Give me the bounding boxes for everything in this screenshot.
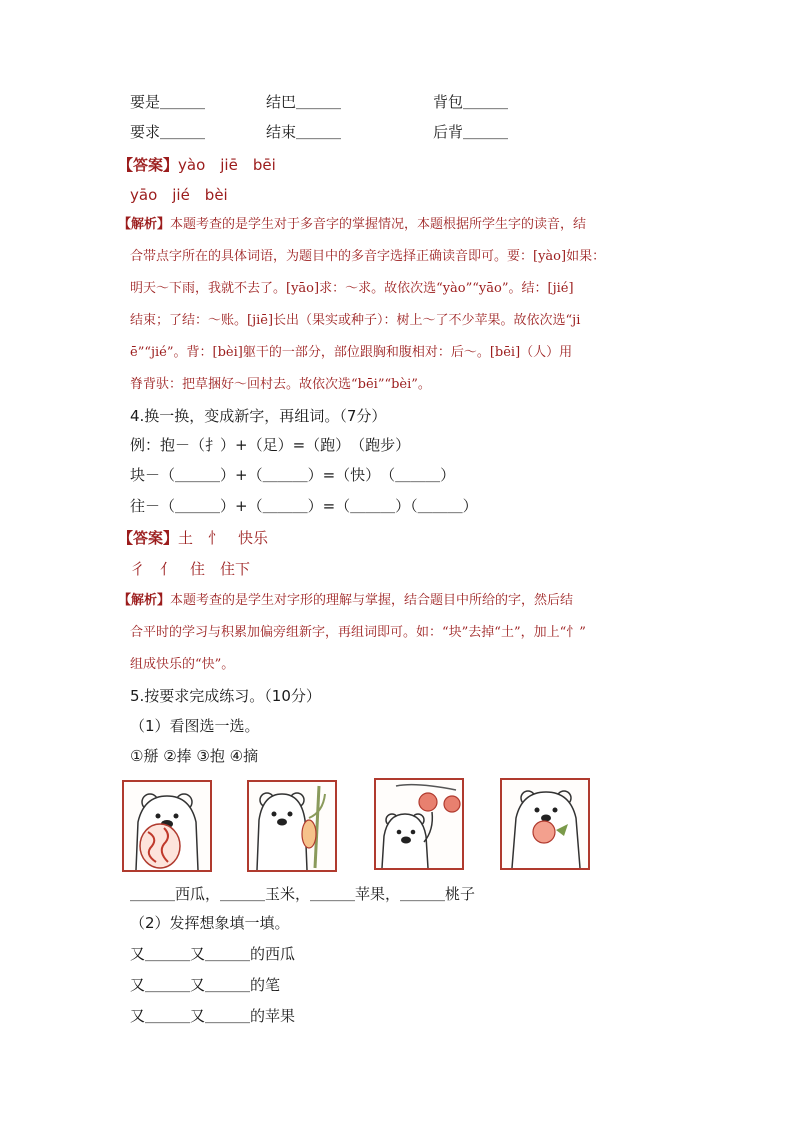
q5-options: ①掰 ②捧 ③抱 ④摘 <box>130 747 259 765</box>
q4-title: 4.换一换，变成新字，再组词。（7分） <box>130 407 387 425</box>
q4-line2: 往－（＿＿＿）+（＿＿＿）=（＿＿＿）（＿＿＿） <box>130 497 478 515</box>
q5-fill-3: 又＿＿＿又＿＿＿的苹果 <box>130 1007 296 1025</box>
q3-analysis-1: 【解析】本题考查的是学生对于多音字的掌握情况，本题根据所学生字的读音，结 <box>118 217 587 232</box>
q4-line1: 块－（＿＿＿）+（＿＿＿）=（快） （＿＿＿） <box>130 466 456 484</box>
bear-breaking-corn-icon <box>247 780 337 872</box>
q5-sub2: （2）发挥想象填一填。 <box>130 914 290 932</box>
q3-answer-line2: yāo jié bèi <box>130 186 228 204</box>
answer-label: 【答案】 <box>118 529 179 547</box>
analysis-label: 【解析】 <box>118 217 171 232</box>
q5-fill-line: ＿＿＿西瓜，＿＿＿玉米，＿＿＿苹果，＿＿＿桃子 <box>130 885 476 903</box>
q3-analysis-2: 合带点字所在的具体词语，为题目中的多音字选择正确读音即可。要：[yào]如果： <box>130 249 606 264</box>
q3-analysis-5: ē”“jié”。背：[bèi]躯干的一部分，部位跟胸和腹相对：后～。[bēi]（人）用 <box>130 345 573 360</box>
q3-word-3: 背包＿＿＿ <box>433 93 509 111</box>
bear-hugging-watermelon-icon <box>122 780 212 872</box>
q4-answer-line1: 土 忄 快乐 <box>178 529 269 547</box>
q3-answer-line1: yào jiē bēi <box>178 156 276 174</box>
q4-analysis-3: 组成快乐的“快”。 <box>130 657 235 672</box>
q3-word-4: 要求＿＿＿ <box>130 123 206 141</box>
q5-title: 5.按要求完成练习。（10分） <box>130 687 321 705</box>
q5-fill-2: 又＿＿＿又＿＿＿的笔 <box>130 976 281 994</box>
bear-holding-peach-icon <box>500 778 590 870</box>
q4-answer-line2: 彳 亻 住 住下 <box>130 560 251 578</box>
q4-answer <box>118 528 268 548</box>
q4-analysis-2: 合平时的学习与积累加偏旁组新字，再组词即可。如：“块”去掉“土”，加上“忄” <box>130 625 586 640</box>
bear-picking-apple-icon <box>374 778 464 870</box>
answer-label: 【答案】 <box>118 156 179 174</box>
q3-analysis-6: 脊背驮：把草捆好～回村去。故依次选“bēi”“bèi”。 <box>130 377 431 392</box>
q3-answer <box>118 155 276 175</box>
q4-example: 例：抱－（扌）+（足）=（跑） （跑步） <box>130 436 411 454</box>
q4-analysis-1: 【解析】本题考查的是学生对字形的理解与掌握，结合题目中所给的字，然后结 <box>118 593 574 608</box>
q3-word-1: 要是＿＿＿ <box>130 93 206 111</box>
q3-word-2: 结巴＿＿＿ <box>266 93 342 111</box>
q3-word-6: 后背＿＿＿ <box>433 123 509 141</box>
q5-fill-1: 又＿＿＿又＿＿＿的西瓜 <box>130 945 296 963</box>
q3-word-5: 结束＿＿＿ <box>266 123 342 141</box>
q5-sub1: （1）看图选一选。 <box>130 717 260 735</box>
q3-analysis-3: 明天～下雨，我就不去了。[yāo]求：～求。故依次选“yào”“yāo”。结：[jié] <box>130 281 574 296</box>
q3-analysis-4: 结束；了结：～账。[jiē]长出（果实或种子）：树上～了不少苹果。故依次选“ji <box>130 313 581 328</box>
analysis-label: 【解析】 <box>118 593 171 608</box>
